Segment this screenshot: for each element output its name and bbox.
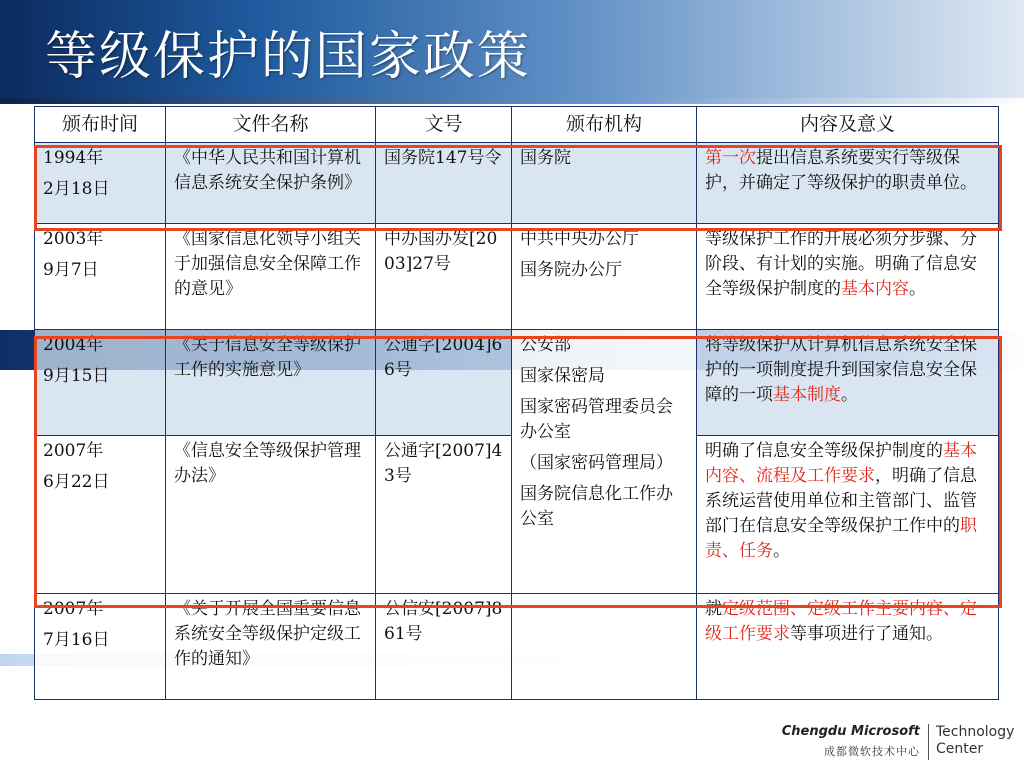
logo-subtitle: 成都微软技术中心 [824,745,920,758]
document-name-cell: 《信息安全等级保护管理办法》 [166,436,376,594]
date-cell [35,224,166,330]
content-text: 等级保护工作的开展必须分步骤、分阶段、有计划的实施。明确了信息安全等级保护制度的 [705,229,977,299]
logo-brand: Chengdu Microsoft [781,724,920,739]
document-number-cell: 公信安[2007]861号 [376,594,512,700]
policy-table [34,106,999,700]
logo-right-block [936,724,1014,758]
date-cell [35,436,166,594]
content-cell [697,143,999,224]
content-cell [697,594,999,700]
content-highlight: 基本内容、流程及工作要求 [705,441,977,486]
date-year: 2007年 [43,441,104,461]
document-name-cell: 《中华人民共和国计算机信息系统安全保护条例》 [166,143,376,224]
issuer-name: 国家保密局 [520,366,605,386]
document-number-cell: 公通字[2004]66号 [376,330,512,436]
date-year: 2003年 [43,229,104,249]
date-day: 7月16日 [43,630,110,650]
content-highlight: 基本制度 [773,385,841,405]
content-text: 。 [909,279,926,299]
issuer-cell [512,224,697,330]
title-banner-stripe [0,98,1024,104]
issuer-name: 国务院 [520,148,571,168]
content-highlight: 基本内容 [841,279,909,299]
date-cell [35,330,166,436]
issuer-cell [512,143,697,224]
date-day: 6月22日 [43,472,110,492]
date-year: 1994年 [43,148,104,168]
content-text: 。 [773,541,790,561]
document-name-cell: 《国家信息化领导小组关于加强信息安全保障工作的意见》 [166,224,376,330]
issuer-name: 公安部 [520,335,571,355]
column-header-document: 文件名称 [166,107,376,143]
issuer-cell-empty [512,594,697,700]
footer-logo [780,722,1016,764]
table-row [35,594,999,700]
content-text: 。 [841,385,858,405]
date-day: 9月7日 [43,260,99,280]
date-cell [35,594,166,700]
date-day: 9月15日 [43,366,110,386]
table-header-row [35,107,999,143]
logo-divider [928,724,929,760]
document-name-cell: 《关于信息安全等级保护工作的实施意见》 [166,330,376,436]
content-cell [697,436,999,594]
content-cell [697,330,999,436]
content-highlight: 定级范围、定级工作主要内容、定级工作要求 [705,599,977,644]
issuer-cell [512,330,697,594]
issuer-name: 国务院办公厅 [520,260,622,280]
column-header-issuer: 颁布机构 [512,107,697,143]
content-highlight: 职责、任务 [705,516,977,561]
table-row [35,224,999,330]
slide-title: 等级保护的国家政策 [45,27,532,87]
document-number-cell: 国务院147号令 [376,143,512,224]
column-header-number: 文号 [376,107,512,143]
document-name-cell: 《关于开展全国重要信息系统安全等级保护定级工作的通知》 [166,594,376,700]
date-year: 2007年 [43,599,104,619]
column-header-date: 颁布时间 [35,107,166,143]
logo-technology: Technology [936,724,1015,740]
content-text: 将等级保护从计算机信息系统安全保护的一项制度提升到国家信息安全保障的一项 [705,335,977,405]
issuer-name: 中共中央办公厅 [520,229,639,249]
document-number-cell: 公通字[2007]43号 [376,436,512,594]
content-text: 等事项进行了通知。 [790,624,943,644]
content-text: ，明确了信息系统运营使用单位和主管部门、监管部门在信息安全等级保护工作中的 [705,466,977,536]
logo-left-block [780,724,920,759]
content-highlight: 第一次 [705,148,756,168]
date-year: 2004年 [43,335,104,355]
date-cell [35,143,166,224]
content-cell [697,224,999,330]
issuer-name: 国务院信息化工作办公室 [520,484,673,529]
content-text: 就 [705,599,722,619]
table-row [35,330,999,436]
column-header-content: 内容及意义 [697,107,999,143]
date-day: 2月18日 [43,179,110,199]
table-row [35,143,999,224]
document-number-cell: 中办国办发[2003]27号 [376,224,512,330]
issuer-name: （国家密码管理局） [520,453,673,473]
content-text: 明确了信息安全等级保护制度的 [705,441,943,461]
logo-center: Center [936,741,984,757]
content-text: 提出信息系统要实行等级保护，并确定了等级保护的职责单位。 [705,148,977,193]
issuer-name: 国家密码管理委员会办公室 [520,397,673,442]
